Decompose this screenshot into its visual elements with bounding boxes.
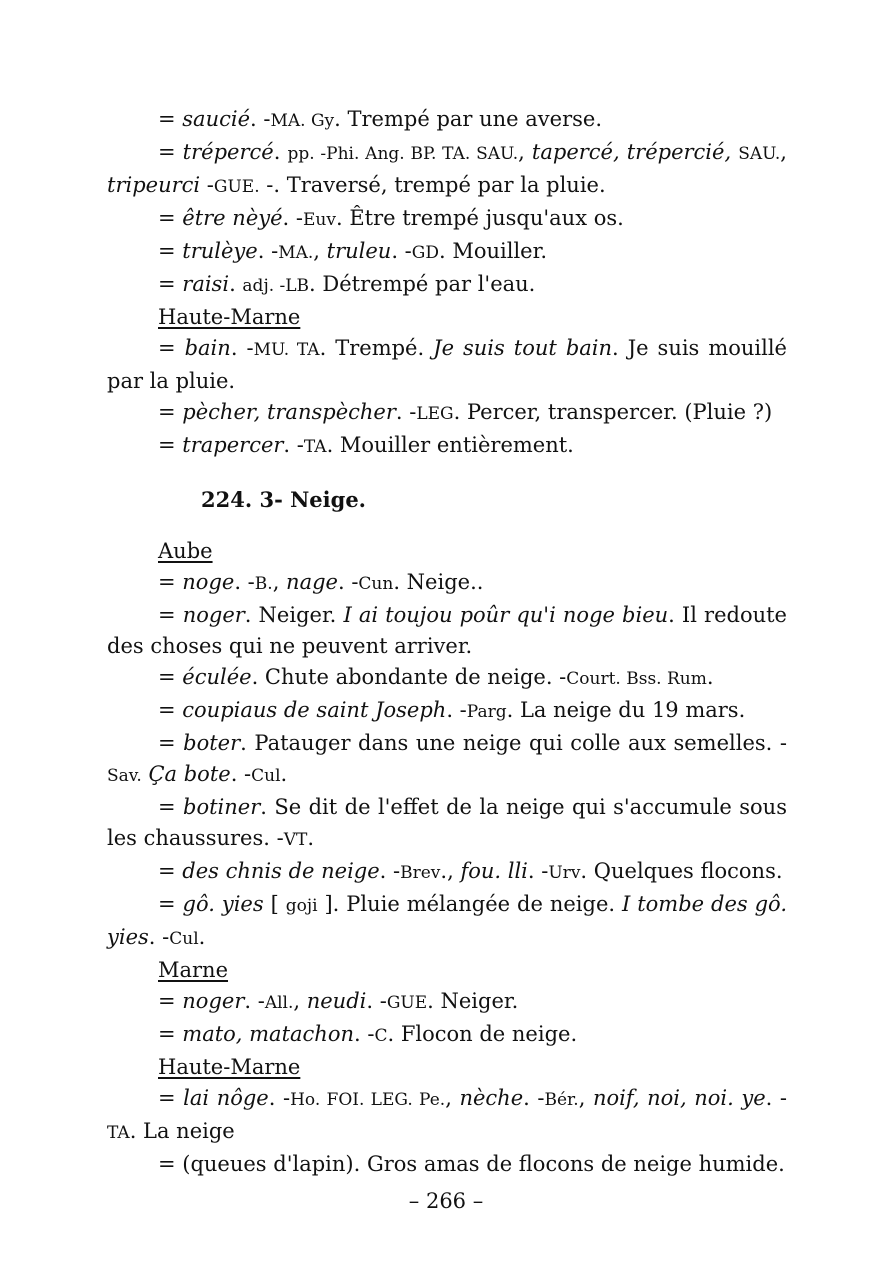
entry-pecher [107, 397, 787, 430]
term: coupiaus de saint Joseph [182, 698, 447, 722]
definition: . Mouiller entièrement. [326, 433, 574, 457]
text: . - [523, 1086, 545, 1110]
entry-trapercer [107, 430, 787, 463]
source-abbrev: LEG [416, 404, 454, 424]
definition: . Neige.. [393, 570, 484, 594]
source-abbrev: All. [264, 993, 294, 1013]
text: . - [244, 989, 265, 1013]
term: boter [183, 731, 241, 755]
text: . - [765, 1086, 787, 1110]
source-abbrev: C [374, 1026, 388, 1046]
entry-botiner [107, 792, 787, 856]
definition: . Chute abondante de neige. - [251, 665, 567, 689]
text: = [158, 336, 185, 360]
text: = [158, 665, 183, 689]
definition: . Détrempé par l'eau. [309, 272, 536, 296]
region-heading-marne: Marne [158, 958, 229, 982]
source-abbrev: Bér. [544, 1090, 579, 1110]
source-abbrev: Parg [466, 702, 507, 722]
text: . - [234, 570, 255, 594]
entry-noger [107, 600, 787, 662]
source-abbrev: GUE. [213, 177, 260, 197]
entry-boter [107, 728, 787, 792]
text: = [158, 698, 183, 722]
definition: . Je suis mouillé par la pluie. [107, 336, 787, 393]
entry-coupiaus [107, 695, 787, 728]
term: fou. lli [460, 859, 528, 883]
term: tapercé, trépercié, [531, 140, 732, 164]
term: gô. yies [182, 892, 264, 916]
text: . [280, 762, 288, 786]
definition: . Trempé par une averse. [334, 107, 602, 131]
source-abbrev: Euv [303, 210, 336, 230]
entry-sauci [107, 104, 787, 137]
definition: . Neiger. [427, 989, 519, 1013]
term: neudi [306, 989, 367, 1013]
term: lai nôge [183, 1086, 269, 1110]
text: . - [268, 1086, 291, 1110]
term: noge [182, 570, 235, 594]
text: . - [230, 336, 254, 360]
text: . - [354, 1022, 375, 1046]
term: être nèyé [182, 206, 283, 230]
entry-bain [107, 333, 787, 397]
source-abbrev: TA [107, 1123, 130, 1143]
source-abbrev: B. [254, 574, 273, 594]
text: . [273, 140, 288, 164]
term: trulèye [182, 239, 258, 263]
example: I tombe des gô. yies [107, 892, 787, 949]
definition: . Mouiller. [438, 239, 547, 263]
definition: . Se dit de l'effet de la neige qui s'accumule sous les chaussures. - [107, 795, 787, 850]
text: . [307, 826, 315, 850]
source-abbrev: VT [283, 830, 308, 850]
example: I ai toujou poûr qu'i noge bieu [343, 603, 669, 627]
text: . - [395, 400, 417, 424]
text: . - [282, 206, 303, 230]
text: . - [337, 570, 359, 594]
text: = [158, 892, 183, 916]
definition: . Percer, transpercer. (Pluie ?) [453, 400, 773, 424]
source-abbrev: Cun [358, 574, 394, 594]
text: = [158, 570, 183, 594]
term: nage [286, 570, 338, 594]
text: . [229, 272, 243, 296]
term: raisi [182, 272, 230, 296]
text: , [445, 1086, 460, 1110]
term: bain [184, 336, 231, 360]
text: . - [391, 239, 412, 263]
term: truleu [326, 239, 392, 263]
definition: . Trempé. [319, 336, 434, 360]
text: , [518, 140, 532, 164]
source-abbrev: Cul [251, 766, 281, 786]
example: Je suis tout bain [433, 336, 613, 360]
text: , [578, 1086, 593, 1110]
text: = [158, 140, 183, 164]
source-abbrev: Urv [548, 863, 581, 883]
text: . - [446, 698, 467, 722]
region-heading-haute-marne-2: Haute-Marne [158, 1055, 301, 1079]
text: . - [230, 762, 252, 786]
text: = [158, 1086, 184, 1110]
text: = [158, 400, 183, 424]
entry-noger-marne [107, 986, 787, 1019]
source-abbrev: Cul [169, 929, 199, 949]
source-abbrev: Ho. FOI. LEG. Pe. [290, 1090, 446, 1110]
term: noger [182, 989, 245, 1013]
example: Ça bote [148, 762, 231, 786]
definition: ]. Pluie mélangée de neige. [317, 892, 622, 916]
term: nèche [459, 1086, 524, 1110]
text: - [200, 173, 214, 197]
source-abbrev: adj. -LB [242, 276, 310, 296]
text: . - [283, 433, 304, 457]
text: . - [379, 859, 401, 883]
definition: . La neige [129, 1119, 235, 1143]
definition: -. Traversé, trempé par la pluie. [259, 173, 606, 197]
definition: . La neige du 19 mars. [506, 698, 746, 722]
term: saucié [182, 107, 251, 131]
region-heading-haute-marne: Haute-Marne [158, 305, 301, 329]
text: = [158, 239, 183, 263]
definition: = (queues d'lapin). Gros amas de flocons de neige humide. [158, 1152, 785, 1176]
entry-chnis [107, 856, 787, 889]
text: = [158, 433, 183, 457]
source-abbrev: TA [303, 437, 327, 457]
term: noger [182, 603, 245, 627]
text: = [158, 206, 183, 230]
region-heading-aube: Aube [158, 539, 213, 563]
source-abbrev: Brev [400, 863, 441, 883]
definition: . Quelques flocons. [580, 859, 783, 883]
text: = [158, 989, 183, 1013]
term: trapercer [182, 433, 284, 457]
entry-go-yies [107, 889, 787, 955]
definition: . Il redoute des choses qui ne peuvent arriver. [107, 603, 787, 658]
entry-eculee [107, 662, 787, 695]
text: . [198, 925, 206, 949]
source-abbrev: MA. [278, 243, 314, 263]
phonetic: goji [285, 896, 318, 916]
text: . - [257, 239, 279, 263]
term: botiner [183, 795, 261, 819]
text: = [158, 603, 183, 627]
text: = [158, 272, 183, 296]
source-abbrev: pp. -Phi. Ang. BP. TA. SAU. [287, 144, 519, 164]
text: . - [148, 925, 170, 949]
entry-noge [107, 567, 787, 600]
text: [ [263, 892, 286, 916]
source-abbrev: Court. Bss. Rum [566, 669, 707, 689]
text: , [313, 239, 327, 263]
text: , [272, 570, 287, 594]
entry-raisi [107, 269, 787, 302]
text: = [158, 1022, 183, 1046]
entry-truleye [107, 236, 787, 269]
entry-mato [107, 1019, 787, 1052]
term: éculée [182, 665, 252, 689]
text: = [158, 731, 184, 755]
text: . - [250, 107, 271, 131]
text: . [706, 665, 714, 689]
term: des chnis de neige [182, 859, 380, 883]
page-number: – 266 – [408, 1189, 484, 1213]
text: , [780, 140, 787, 164]
text: ., [440, 859, 461, 883]
text: . - [366, 989, 387, 1013]
definition: . Flocon de neige. [387, 1022, 578, 1046]
entry-queues-lapin [107, 1149, 787, 1180]
definition: . Neiger. [244, 603, 344, 627]
term: trépercé [182, 140, 274, 164]
definition: . Patauger dans une neige qui colle aux semelles. - [240, 731, 787, 755]
source-abbrev: SAU. [738, 144, 781, 164]
source-abbrev: MA. Gy [270, 111, 335, 131]
term: mato, matachon [182, 1022, 354, 1046]
term: pècher, transpècher [182, 400, 396, 424]
text: . - [527, 859, 549, 883]
definition: . Être trempé jusqu'aux os. [335, 206, 624, 230]
entry-treperce [107, 137, 787, 203]
term: noif, noi, noi. ye [592, 1086, 766, 1110]
entry-lai-noge [107, 1083, 787, 1149]
text: = [158, 107, 183, 131]
source-abbrev: Sav. [107, 766, 142, 786]
entry-etre-neye [107, 203, 787, 236]
document-page [107, 104, 787, 1180]
source-abbrev: GD [411, 243, 439, 263]
text: , [293, 989, 307, 1013]
text: = [158, 859, 183, 883]
source-abbrev: MU. TA [253, 340, 320, 360]
section-title: 224. 3- Neige. [201, 487, 366, 512]
text: = [158, 795, 184, 819]
term: tripeurci [107, 173, 201, 197]
source-abbrev: GUE [386, 993, 428, 1013]
